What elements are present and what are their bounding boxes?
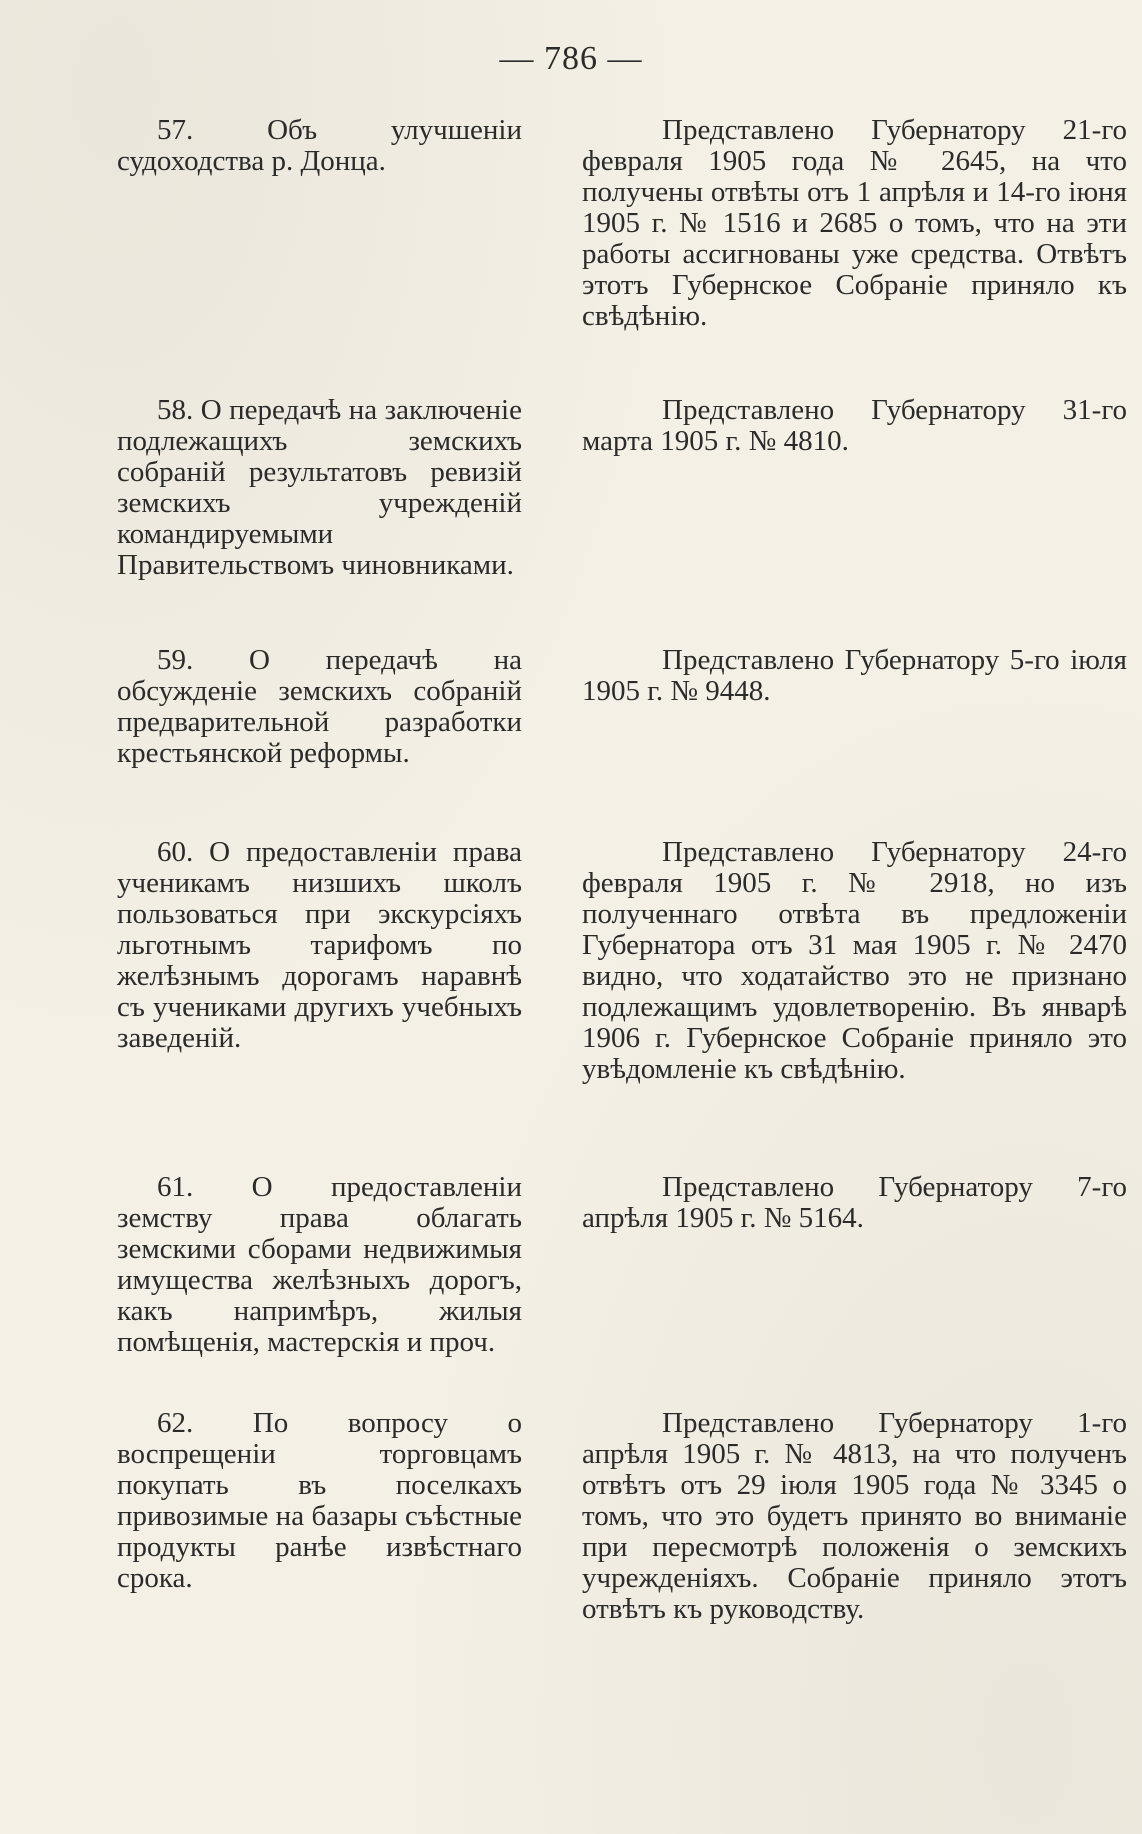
entry-61-resolution bbox=[582, 1172, 1127, 1234]
entry-58-resolution bbox=[582, 395, 1127, 457]
entry-58-resolution-text: Представлено Губернатору 31-го марта 1905 г. № 4810. bbox=[582, 394, 1127, 457]
entry-61-resolution-text: Представлено Губернатору 7-го апрѣля 1905 г. № 5164. bbox=[582, 1171, 1127, 1234]
entry-60-subject bbox=[117, 837, 522, 1054]
entry-60-subject-text: 60. О предоставленіи права ученикамъ низшихъ школъ пользоваться при экскурсіяхъ льготнымъ тарифомъ по желѣзнымъ дорогамъ наравнѣ съ учениками другихъ учебныхъ заведеній. bbox=[117, 836, 522, 1054]
page-number: — 786 — bbox=[499, 40, 643, 77]
entry-59-subject bbox=[117, 645, 522, 769]
entry-57-resolution-text: Представлено Губернатору 21-го февраля 1905 года № 2645, на что получены отвѣты отъ 1 апрѣля и 14-го іюня 1905 г. № 1516 и 2685 о томъ, что на эти работы ассигнованы уже средства. Отвѣтъ этотъ Губернское Собраніе приняло къ свѣдѣнію. bbox=[582, 114, 1127, 332]
entry-59-subject-text: 59. О передачѣ на обсужденіе земскихъ собраній предварительной разработки крестьянской реформы. bbox=[117, 644, 522, 769]
entry-58-subject-text: 58. О передачѣ на заключеніе подлежащихъ земскихъ собраній результатовъ ревизій земскихъ учрежденій командируемыми Правительствомъ чиновниками. bbox=[117, 394, 522, 581]
entry-61-subject bbox=[117, 1172, 522, 1358]
entry-61-subject-text: 61. О предоставленіи земству права облагать земскими сборами недвижимыя имущества желѣзныхъ дорогъ, какъ напримѣръ, жилыя помѣщенія, мастерскія и проч. bbox=[117, 1171, 522, 1358]
entry-62-subject-text: 62. По вопросу о воспрещеніи торговцамъ покупать въ поселкахъ привозимые на базары съѣстные продукты ранѣе извѣстнаго срока. bbox=[117, 1407, 522, 1594]
entry-57-subject-text: 57. Объ улучшеніи судоходства р. Донца. bbox=[117, 114, 522, 177]
entry-62-resolution-text: Представлено Губернатору 1-го апрѣля 1905 г. № 4813, на что полученъ отвѣтъ отъ 29 іюля 1905 года № 3345 о томъ, что это будетъ принято во вниманіе при пересмотрѣ положенія о земскихъ учрежденіяхъ. Собраніе приняло этотъ отвѣтъ къ руководству. bbox=[582, 1407, 1127, 1625]
entry-58-subject bbox=[117, 395, 522, 581]
entry-57-resolution bbox=[582, 115, 1127, 332]
entry-57-subject bbox=[117, 115, 522, 177]
entry-62-subject bbox=[117, 1408, 522, 1594]
entry-59-resolution-text: Представлено Губернатору 5-го іюля 1905 г. № 9448. bbox=[582, 644, 1127, 707]
entry-60-resolution bbox=[582, 837, 1127, 1085]
entry-60-resolution-text: Представлено Губернатору 24-го февраля 1905 г. № 2918, но изъ полученнаго отвѣта въ предложеніи Губернатора отъ 31 мая 1905 г. № 2470 видно, что ходатайство это не признано подлежащимъ удовлетворенію. Въ январѣ 1906 г. Губернское Собраніе приняло это увѣдомленіе къ свѣдѣнію. bbox=[582, 836, 1127, 1085]
entry-62-resolution bbox=[582, 1408, 1127, 1625]
entry-59-resolution bbox=[582, 645, 1127, 707]
